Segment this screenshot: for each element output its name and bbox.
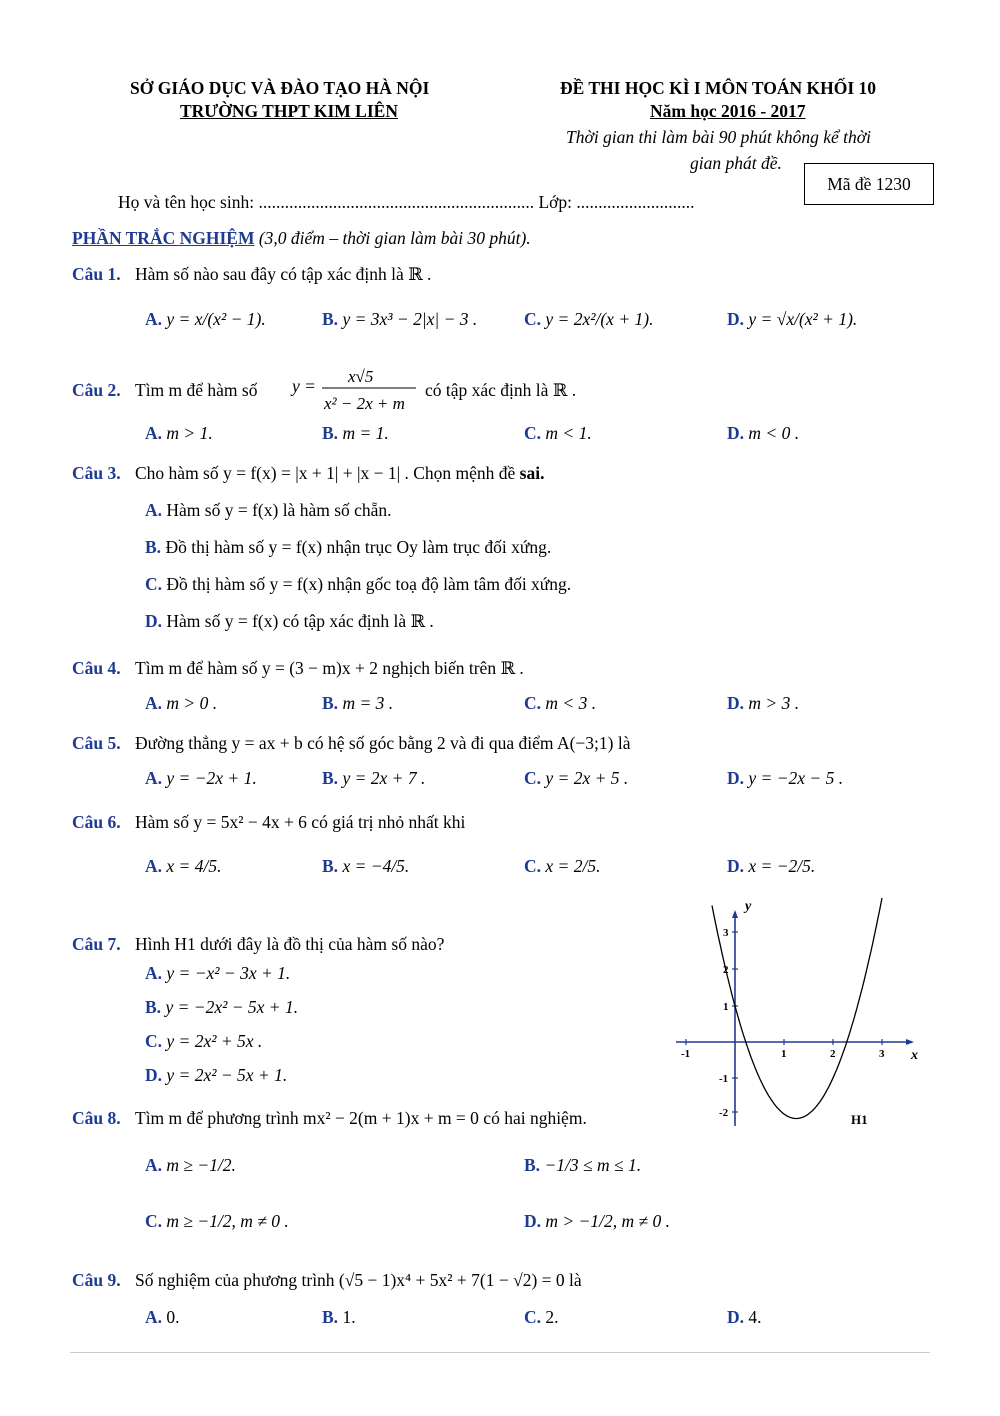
q1-option-b[interactable] <box>322 309 477 330</box>
option-text: 4. <box>748 1307 762 1327</box>
exam-title: ĐỀ THI HỌC KÌ I MÔN TOÁN KHỐI 10 <box>560 78 877 98</box>
option-label: C. <box>524 856 542 876</box>
option-text: y = 3x³ − 2|x| − 3 . <box>342 309 478 329</box>
q1-option-d[interactable] <box>727 309 857 330</box>
svg-text:x² − 2x + m: x² − 2x + m <box>324 394 405 413</box>
option-label: A. <box>145 1155 163 1175</box>
option-text: m > 0 . <box>166 693 218 713</box>
q5-option-d[interactable] <box>727 768 843 789</box>
q9-option-b[interactable] <box>322 1307 356 1328</box>
option-text: x = −2/5. <box>748 856 816 876</box>
option-text: y = 2x² + 5x . <box>166 1031 263 1051</box>
question-number: Câu 7. <box>72 934 121 954</box>
option-label: A. <box>145 423 163 443</box>
question-number: Câu 4. <box>72 658 121 678</box>
question-text: Tìm m để phương trình mx² − 2(m + 1)x + m = 0 có hai nghiệm. <box>135 1108 587 1128</box>
option-text: y = 2x + 5 . <box>545 768 629 788</box>
q8-option-d[interactable] <box>524 1211 670 1232</box>
q6-option-c[interactable] <box>524 856 600 877</box>
option-label: D. <box>727 768 745 788</box>
q4-option-a[interactable] <box>145 693 217 714</box>
option-text: m > 3 . <box>748 693 800 713</box>
question-6 <box>72 812 465 833</box>
option-text: x = 4/5. <box>166 856 222 876</box>
option-label: B. <box>524 1155 541 1175</box>
section-note: (3,0 điểm – thời gian làm bài 30 phút). <box>258 228 531 248</box>
exam-code-box <box>804 163 934 205</box>
footer-divider <box>70 1352 930 1353</box>
svg-text:x√5: x√5 <box>348 367 374 386</box>
option-text: 1. <box>342 1307 356 1327</box>
option-label: C. <box>524 423 542 443</box>
question-text: Đường thẳng y = ax + b có hệ số góc bằng 2 và đi qua điểm A(−3;1) là <box>135 733 631 753</box>
option-text: m ≥ −1/2, m ≠ 0 . <box>166 1211 289 1231</box>
option-label: A. <box>145 963 163 983</box>
exam-code: Mã đề 1230 <box>827 174 911 194</box>
question-7 <box>72 934 444 955</box>
q1-option-c[interactable] <box>524 309 653 330</box>
q8-option-c[interactable] <box>145 1211 289 1232</box>
q4-option-c[interactable] <box>524 693 596 714</box>
option-label: D. <box>145 611 163 631</box>
option-text: Đồ thị hàm số y = f(x) nhận trục Oy làm trục đối xứng. <box>165 537 552 557</box>
question-5 <box>72 733 630 754</box>
x-tick-label: 2 <box>830 1048 836 1060</box>
q2-option-d[interactable] <box>727 423 799 444</box>
question-number: Câu 8. <box>72 1108 121 1128</box>
question-text: Hàm số y = 5x² − 4x + 6 có giá trị nhỏ nhất khi <box>135 812 466 832</box>
parabola-curve <box>712 898 882 1119</box>
question-text: Tìm m để hàm số y = (3 − m)x + 2 nghịch biến trên ℝ . <box>135 658 524 678</box>
option-text: y = −2x − 5 . <box>748 768 844 788</box>
q2-option-c[interactable] <box>524 423 592 444</box>
option-text: y = 2x² − 5x + 1. <box>166 1065 288 1085</box>
section-title: PHẦN TRẮC NGHIỆM <box>72 228 255 248</box>
option-label: B. <box>322 768 339 788</box>
question-number: Câu 2. <box>72 380 121 400</box>
option-label: D. <box>727 856 745 876</box>
y-tick-label: 1 <box>723 1001 729 1013</box>
q9-option-d[interactable] <box>727 1307 762 1328</box>
option-text: y = √x/(x² + 1). <box>748 309 858 329</box>
question-text: Hàm số nào sau đây có tập xác định là ℝ . <box>135 264 432 284</box>
q9-option-a[interactable] <box>145 1307 180 1328</box>
option-label: D. <box>145 1065 163 1085</box>
option-text: y = −x² − 3x + 1. <box>166 963 291 983</box>
option-text: m < 3 . <box>545 693 597 713</box>
x-axis-arrow <box>906 1039 914 1045</box>
question-4 <box>72 658 524 679</box>
q3-option-d[interactable] <box>145 611 434 632</box>
option-label: D. <box>727 1307 745 1327</box>
option-text: m < 0 . <box>748 423 800 443</box>
option-label: B. <box>322 423 339 443</box>
q2-option-a[interactable] <box>145 423 213 444</box>
option-label: C. <box>145 1211 163 1231</box>
option-label: B. <box>145 997 162 1017</box>
option-label: C. <box>524 309 542 329</box>
option-label: D. <box>524 1211 542 1231</box>
option-label: C. <box>524 1307 542 1327</box>
option-label: B. <box>145 537 162 557</box>
x-axis-label: x <box>911 1048 918 1063</box>
department-name: SỞ GIÁO DỤC VÀ ĐÀO TẠO HÀ NỘI <box>130 78 430 98</box>
y-tick-label: 2 <box>723 964 729 976</box>
question-text: Cho hàm số y = f(x) = |x + 1| + |x − 1| . Chọn mệnh đề <box>135 463 516 483</box>
x-tick-label: 3 <box>879 1048 885 1060</box>
option-text: m > −1/2, m ≠ 0 . <box>545 1211 671 1231</box>
q7-option-b[interactable] <box>145 997 298 1018</box>
option-text: 0. <box>166 1307 180 1327</box>
option-text: x = 2/5. <box>545 856 601 876</box>
question-number: Câu 6. <box>72 812 121 832</box>
option-text: x = −4/5. <box>342 856 410 876</box>
q2-text-post: có tập xác định là ℝ . <box>425 380 577 400</box>
school-year: Năm học 2016 - 2017 <box>650 101 806 121</box>
question-number: Câu 9. <box>72 1270 121 1290</box>
question-text: Tìm m để hàm số <box>135 380 258 400</box>
option-label: D. <box>727 423 745 443</box>
question-1 <box>72 264 431 285</box>
option-label: C. <box>145 574 163 594</box>
time-note-line2: gian phát đề. <box>690 153 782 173</box>
q6-option-b[interactable] <box>322 856 409 877</box>
option-label: A. <box>145 500 163 520</box>
option-text: 2. <box>545 1307 559 1327</box>
option-label: C. <box>524 768 542 788</box>
time-note-line1: Thời gian thi làm bài 90 phút không kể thời <box>566 127 871 147</box>
question-2 <box>72 380 257 401</box>
option-label: D. <box>727 309 745 329</box>
q3-option-b[interactable] <box>145 537 551 558</box>
q5-option-b[interactable] <box>322 768 425 789</box>
svg-text:y =: y = <box>292 376 316 396</box>
q6-option-a[interactable] <box>145 856 221 877</box>
q8-option-a[interactable] <box>145 1155 236 1176</box>
question-8 <box>72 1108 587 1129</box>
option-label: A. <box>145 856 163 876</box>
option-label: C. <box>145 1031 163 1051</box>
y-tick-label: -1 <box>719 1073 729 1085</box>
option-label: B. <box>322 856 339 876</box>
option-text: y = x/(x² − 1). <box>166 309 266 329</box>
q6-option-d[interactable] <box>727 856 815 877</box>
option-text: −1/3 ≤ m ≤ 1. <box>544 1155 642 1175</box>
student-info-line: Họ và tên học sinh: ............................................................... Lớp: ........................... <box>118 192 695 212</box>
option-label: C. <box>524 693 542 713</box>
y-tick-label: 3 <box>723 927 729 939</box>
question-number: Câu 3. <box>72 463 121 483</box>
graph-caption: H1 <box>851 1112 868 1127</box>
q8-option-b[interactable] <box>524 1155 641 1176</box>
option-text: Đồ thị hàm số y = f(x) nhận gốc toạ độ làm tâm đối xứng. <box>166 574 572 594</box>
option-text: m < 1. <box>545 423 592 443</box>
question-emphasis: sai. <box>519 463 545 483</box>
option-label: A. <box>145 309 163 329</box>
option-text: m = 3 . <box>342 693 394 713</box>
question-number: Câu 5. <box>72 733 121 753</box>
q7-option-d[interactable] <box>145 1065 287 1086</box>
q9-option-c[interactable] <box>524 1307 559 1328</box>
x-tick-label: 1 <box>781 1048 787 1060</box>
option-text: m ≥ −1/2. <box>166 1155 236 1175</box>
y-tick-label: -2 <box>719 1107 729 1119</box>
q5-option-c[interactable] <box>524 768 628 789</box>
question-text: Hình H1 dưới đây là đồ thị của hàm số nào? <box>135 934 445 954</box>
option-label: A. <box>145 1307 163 1327</box>
q3-option-c[interactable] <box>145 574 571 595</box>
option-text: m = 1. <box>342 423 389 443</box>
option-label: A. <box>145 768 163 788</box>
option-label: B. <box>322 309 339 329</box>
q5-option-a[interactable] <box>145 768 257 789</box>
option-text: Hàm số y = f(x) là hàm số chẵn. <box>166 500 392 520</box>
question-3 <box>72 463 544 484</box>
question-number: Câu 1. <box>72 264 121 284</box>
q1-option-a[interactable] <box>145 309 266 330</box>
q2-formula <box>290 362 420 420</box>
q7-option-a[interactable] <box>145 963 290 984</box>
option-text: m > 1. <box>166 423 213 443</box>
y-axis-label: y <box>745 899 752 914</box>
option-text: y = 2x²/(x + 1). <box>545 309 654 329</box>
option-text: y = 2x + 7 . <box>342 768 426 788</box>
option-label: A. <box>145 693 163 713</box>
graph-h1 <box>670 892 930 1132</box>
question-9 <box>72 1270 582 1291</box>
question-text: Số nghiệm của phương trình (√5 − 1)x⁴ + 5x² + 7(1 − √2) = 0 là <box>135 1270 582 1290</box>
q2-option-b[interactable] <box>322 423 389 444</box>
y-axis-arrow <box>732 910 738 918</box>
option-label: B. <box>322 1307 339 1327</box>
option-label: B. <box>322 693 339 713</box>
option-text: y = −2x² − 5x + 1. <box>165 997 299 1017</box>
option-label: D. <box>727 693 745 713</box>
q4-option-b[interactable] <box>322 693 393 714</box>
q3-option-a[interactable] <box>145 500 392 521</box>
x-tick-label: -1 <box>681 1048 691 1060</box>
section-heading <box>72 228 531 249</box>
option-text: Hàm số y = f(x) có tập xác định là ℝ . <box>166 611 434 631</box>
q7-option-c[interactable] <box>145 1031 262 1052</box>
school-name: TRƯỜNG THPT KIM LIÊN <box>180 101 398 121</box>
q4-option-d[interactable] <box>727 693 799 714</box>
option-text: y = −2x + 1. <box>166 768 257 788</box>
